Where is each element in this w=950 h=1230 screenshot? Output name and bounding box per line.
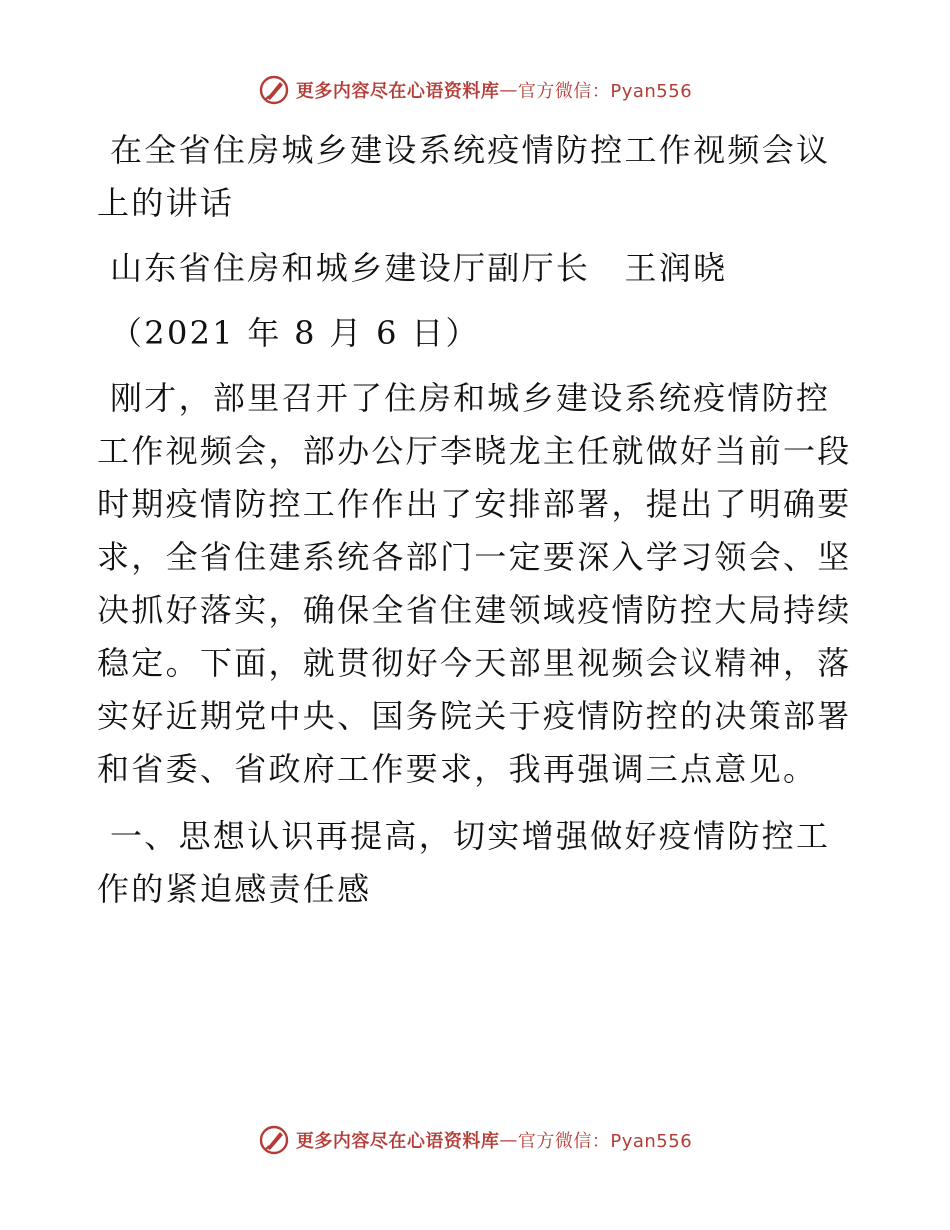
banner-wechat-text: 官方微信：Pyan556 — [517, 81, 693, 102]
header-banner — [0, 70, 950, 110]
document-title: 在全省住房城乡建设系统疫情防控工作视频会议上的讲话 — [97, 131, 831, 222]
intro-paragraph: 刚才，部里召开了住房和城乡建设系统疫情防控工作视频会，部办公厅李晓龙主任就做好当前一段时期疫情防控工作作出了安排部署，提出了明确要求，全省住建系统各部门一定要深入学习领会、坚决抓好落实，确保全省住建领域疫情防控大局持续稳定。下面，就贯彻好今天部里视频会议精神，落实好近期党中央、国务院关于疫情防控的决策部署和省委、省政府工作要求，我再强调三点意见。 — [97, 379, 852, 788]
banner-wechat-text: 官方微信：Pyan556 — [517, 1131, 693, 1152]
document-author: 山东省住房和城乡建设厅副厅长 王润晓 — [110, 249, 728, 287]
document-body — [97, 124, 857, 916]
banner-main-text: 更多内容尽在心语资料库 — [295, 1131, 500, 1152]
footer-banner — [0, 1120, 950, 1160]
banner-main-text: 更多内容尽在心语资料库 — [295, 81, 500, 102]
quill-pen-logo-icon — [258, 1124, 290, 1156]
quill-pen-logo-icon — [258, 74, 290, 106]
section-heading: 一、思想认识再提高，切实增强做好疫情防控工作的紧迫感责任感 — [97, 817, 831, 908]
document-date: （2021 年 8 月 6 日） — [110, 314, 480, 352]
banner-separator: — — [499, 79, 518, 101]
banner-separator: — — [499, 1129, 518, 1151]
